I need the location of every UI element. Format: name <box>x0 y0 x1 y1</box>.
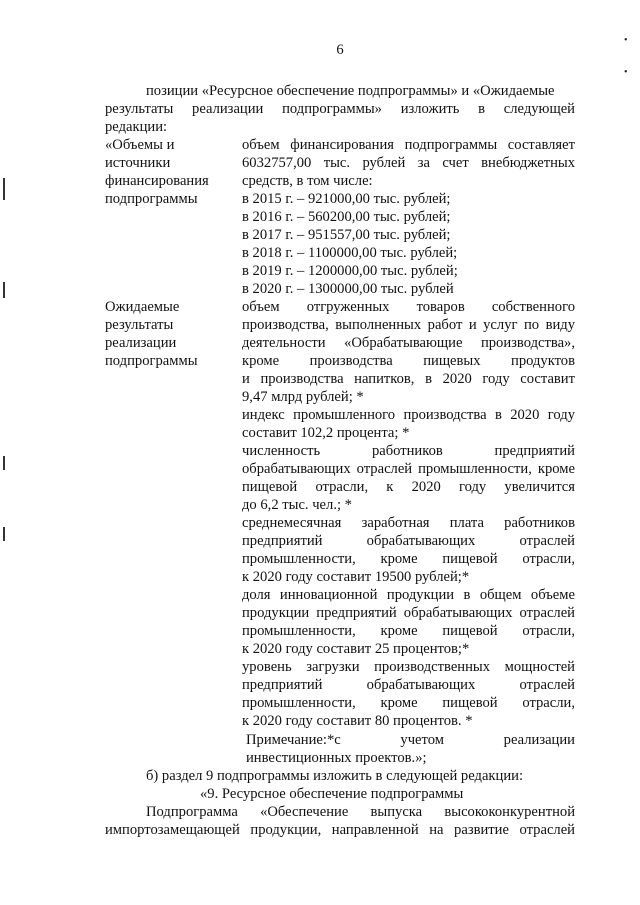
table-row1-label: подпрограммы <box>105 191 198 207</box>
table-row2-value-line: обрабатывающих отраслей промышленности, кроме <box>242 461 575 477</box>
table-row1-value-line: средств, в том числе: <box>242 173 373 189</box>
table-row1-label: источники <box>105 155 171 171</box>
table-row2-value-line: к 2020 году составит 80 процентов. * <box>242 713 473 729</box>
table-row2-value-line: доля инновационной продукции в общем объеме <box>242 587 575 603</box>
closing-line: Подпрограмма «Обеспечение выпуска высококонкурентной <box>146 804 575 820</box>
table-row1-value-line: 6032757,00 тыс. рублей за счет внебюджетных <box>242 155 575 171</box>
table-row2-value-line: промышленности, кроме пищевой отрасли, <box>242 695 575 711</box>
table-row2-value-line: продукции предприятий обрабатывающих отраслей <box>242 605 575 621</box>
scan-margin-mark <box>3 527 5 541</box>
table-row2-value-line: составит 102,2 процента; * <box>242 425 410 441</box>
intro-line: редакции: <box>105 119 168 135</box>
table-row2-value-line: среднемесячная заработная плата работников <box>242 515 575 531</box>
table-row1-value-line: объем финансирования подпрограммы составляет <box>242 137 575 153</box>
table-row2-value-line: до 6,2 тыс. чел.; * <box>242 497 352 513</box>
table-row2-value-line: к 2020 году составит 25 процентов;* <box>242 641 470 657</box>
table-row2-label: реализации <box>105 335 177 351</box>
scan-speck: • <box>624 67 628 78</box>
table-row1-value-line: в 2016 г. – 560200,00 тыс. рублей; <box>242 209 451 225</box>
table-row2-value-line: предприятий обрабатывающих отраслей <box>242 533 575 549</box>
section-title: «9. Ресурсное обеспечение подпрограммы <box>200 786 464 802</box>
table-row1-label: «Объемы и <box>105 137 175 153</box>
table-row2-value-line: кроме производства пищевых продуктов <box>242 353 575 369</box>
table-row2-value-line: индекс промышленного производства в 2020 году <box>242 407 575 423</box>
page-number: 6 <box>336 42 344 58</box>
table-row2-label: результаты <box>105 317 174 333</box>
table-note: Примечание:*с учетом реализации <box>246 732 575 748</box>
table-row1-value-line: в 2015 г. – 921000,00 тыс. рублей; <box>242 191 451 207</box>
table-row1-value-line: в 2020 г. – 1300000,00 тыс. рублей <box>242 281 454 297</box>
intro-line: результаты реализации подпрограммы» изложить в следующей <box>105 101 575 117</box>
table-row2-value-line: объем отгруженных товаров собственного <box>242 299 575 315</box>
section-b-instruction: б) раздел 9 подпрограммы изложить в следующей редакции: <box>146 768 523 784</box>
table-note: инвестиционных проектов.»; <box>246 750 427 766</box>
table-row2-label: Ожидаемые <box>105 299 180 315</box>
table-row2-value-line: уровень загрузки производственных мощностей <box>242 659 575 675</box>
table-row2-label: подпрограммы <box>105 353 198 369</box>
table-row2-value-line: пищевой отрасли, к 2020 году увеличится <box>242 479 575 495</box>
table-row1-label: финансирования <box>105 173 209 189</box>
table-row2-value-line: к 2020 году составит 19500 рублей;* <box>242 569 470 585</box>
scan-margin-mark <box>3 178 5 200</box>
table-row2-value-line: 9,47 млрд рублей; * <box>242 389 364 405</box>
table-row2-value-line: численность работников предприятий <box>242 443 575 459</box>
table-row1-value-line: в 2019 г. – 1200000,00 тыс. рублей; <box>242 263 458 279</box>
table-row2-value-line: деятельности «Обрабатывающие производства», <box>242 335 575 351</box>
scan-speck: • <box>624 35 628 46</box>
table-row1-value-line: в 2018 г. – 1100000,00 тыс. рублей; <box>242 245 458 261</box>
table-row2-value-line: промышленности, кроме пищевой отрасли, <box>242 551 575 567</box>
table-row2-value-line: предприятий обрабатывающих отраслей <box>242 677 575 693</box>
scan-margin-mark <box>3 456 5 470</box>
intro-line: позиции «Ресурсное обеспечение подпрограммы» и «Ожидаемые <box>146 83 555 99</box>
table-row2-value-line: производства, выполненных работ и услуг по виду <box>242 317 575 333</box>
scan-margin-mark <box>3 282 5 298</box>
closing-line: импортозамещающей продукции, направленной на развитие отраслей <box>105 822 575 838</box>
table-row2-value-line: промышленности, кроме пищевой отрасли, <box>242 623 575 639</box>
table-row2-value-line: и производства напитков, в 2020 году составит <box>242 371 575 387</box>
table-row1-value-line: в 2017 г. – 951557,00 тыс. рублей; <box>242 227 451 243</box>
